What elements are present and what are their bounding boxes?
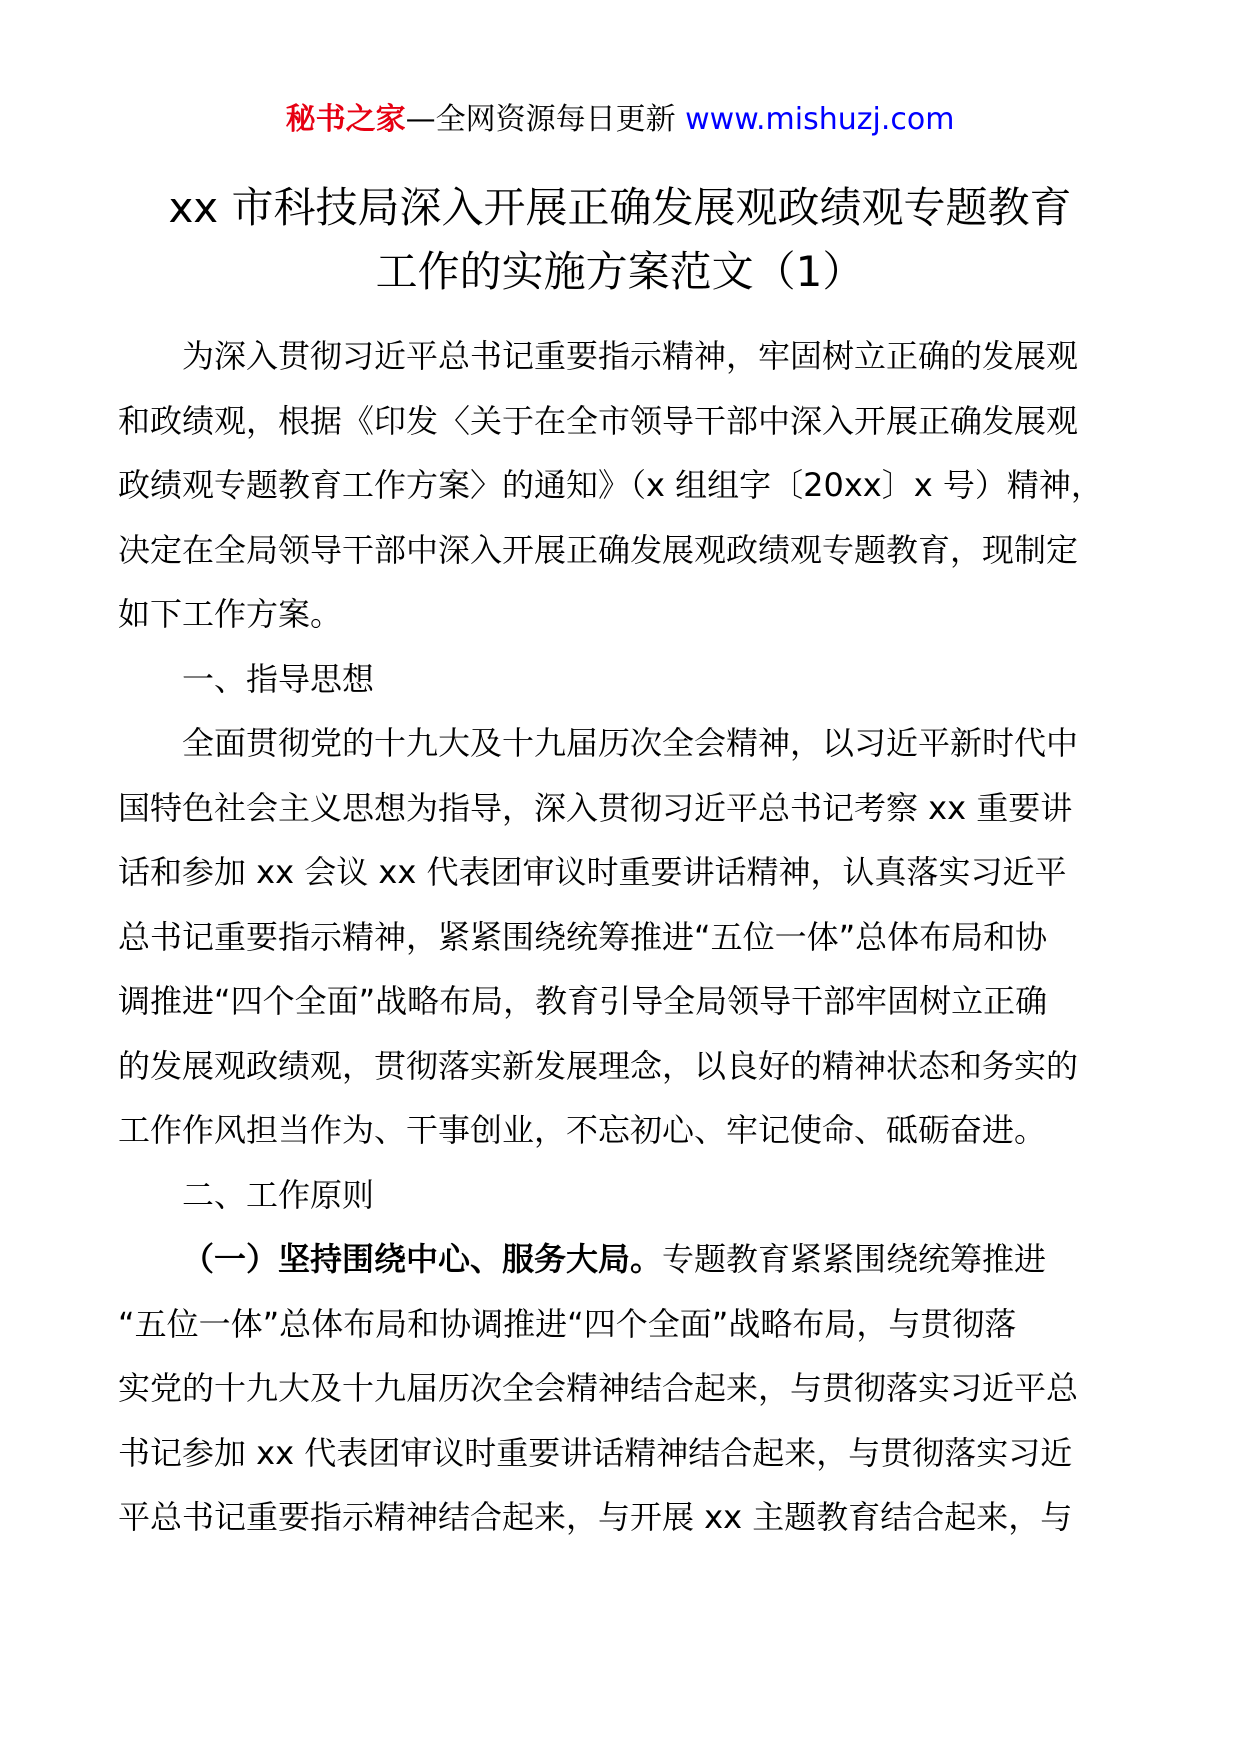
site-url-link[interactable]: www.mishuzj.com [685, 102, 955, 137]
paragraph-line: 平总书记重要指示精神结合起来，与开展 xx 主题教育结合起来，与 [118, 1498, 1073, 1536]
paragraph-line: 实党的十九大及十九届历次全会精神结合起来，与贯彻落实习近平总 [118, 1369, 1079, 1407]
paragraph-line: 工作作风担当作为、干事创业，不忘初心、牢记使命、砥砺奋进。 [118, 1111, 1047, 1149]
header-tagline: —全网资源每日更新 [405, 102, 686, 137]
document-body [118, 324, 1128, 1550]
paragraph-line: 的发展观政绩观，贯彻落实新发展理念，以良好的精神状态和务实的 [118, 1046, 1079, 1085]
paragraph-line: 调推进“四个全面”战略布局，教育引导全局领导干部牢固树立正确 [118, 982, 1048, 1020]
paragraph-line [118, 1227, 1128, 1292]
site-header [0, 100, 1240, 140]
paragraph-line: “五位一体”总体布局和协调推进“四个全面”战略布局，与贯彻落 [118, 1304, 1017, 1343]
principle-heading: （一）坚持围绕中心、服务大局。 [182, 1240, 663, 1278]
paragraph-line: 如下工作方案。 [118, 595, 343, 633]
paragraph-line: 和政绩观，根据《印发〈关于在全市领导干部中深入开展正确发展观 [118, 401, 1079, 440]
paragraph-line: 全面贯彻党的十九大及十九届历次全会精神，以习近平新时代中 [182, 724, 1079, 762]
document-title [100, 176, 1140, 304]
title-line-2: 工作的实施方案范文（1） [375, 247, 865, 296]
brand-name: 秘书之家 [285, 102, 406, 137]
section-heading: 一、指导思想 [182, 659, 375, 698]
paragraph-line: 书记参加 xx 代表团审议时重要讲话精神结合起来，与贯彻落实习近 [118, 1433, 1073, 1472]
section-heading: 二、工作原则 [182, 1175, 375, 1214]
paragraph-text: 专题教育紧紧围绕统筹推进 [662, 1240, 1047, 1278]
title-line-1: xx 市科技局深入开展正确发展观政绩观专题教育 [168, 183, 1072, 232]
paragraph-line: 为深入贯彻习近平总书记重要指示精神，牢固树立正确的发展观 [182, 337, 1079, 375]
paragraph-line: 国特色社会主义思想为指导，深入贯彻习近平总书记考察 xx 重要讲 [118, 788, 1073, 827]
paragraph-line: 总书记重要指示精神，紧紧围绕统筹推进“五位一体”总体布局和协 [118, 917, 1048, 956]
paragraph-line: 政绩观专题教育工作方案〉的通知》（x 组组字〔20xx〕x 号）精神， [118, 466, 1103, 504]
paragraph-line: 话和参加 xx 会议 xx 代表团审议时重要讲话精神，认真落实习近平 [118, 853, 1067, 891]
paragraph-line: 决定在全局领导干部中深入开展正确发展观政绩观专题教育，现制定 [118, 530, 1079, 569]
